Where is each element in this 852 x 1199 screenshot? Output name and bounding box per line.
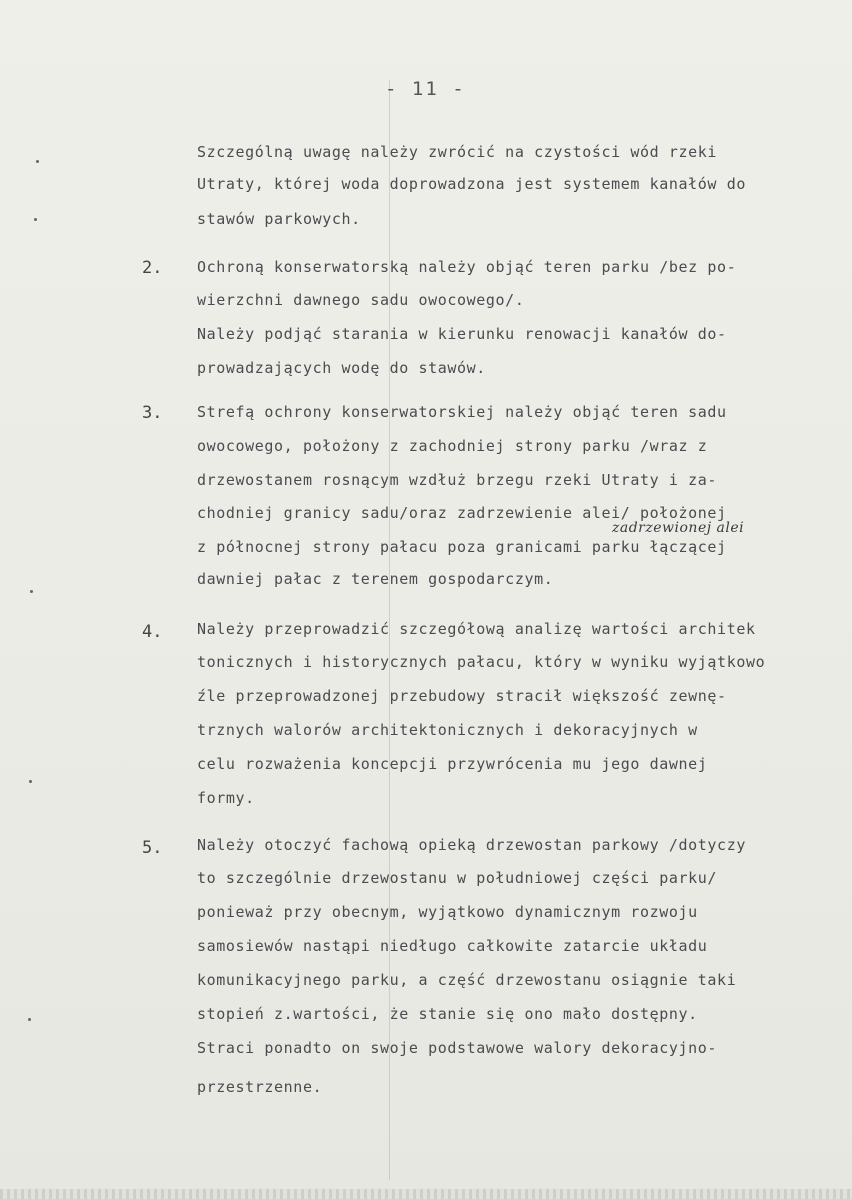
text-line: z północnej strony pałacu poza granicami parku łączącej	[197, 538, 727, 556]
text-line: to szczególnie drzewostanu w południowej części parku/	[197, 869, 718, 887]
text-line: stopień z.wartości, że stanie się ono mało dostępny.	[197, 1005, 698, 1023]
text-line: tonicznych i historycznych pałacu, który w wyniku wyjątkowo	[197, 653, 766, 671]
text-line: Ochroną konserwatorską należy objąć teren parku /bez po-	[197, 258, 737, 276]
section-number: 2.	[142, 258, 163, 278]
text-line: Straci ponadto on swoje podstawowe walory dekoracyjno-	[197, 1039, 718, 1057]
text-line: owocowego, położony z zachodniej strony parku /wraz z	[197, 437, 708, 455]
text-line: drzewostanem rosnącym wzdłuż brzegu rzeki Utraty i za-	[197, 471, 718, 489]
text-line: Utraty, której woda doprowadzona jest systemem kanałów do	[197, 175, 746, 193]
section-number: 5.	[142, 838, 163, 858]
text-line: celu rozważenia koncepcji przywrócenia mu jego dawnej	[197, 755, 708, 773]
text-line: stawów parkowych.	[197, 210, 361, 228]
scan-speck	[36, 160, 39, 163]
page-number: - 11 -	[385, 78, 466, 100]
text-line: źle przeprowadzonej przebudowy stracił większość zewnę-	[197, 687, 727, 705]
text-line: prowadzających wodę do stawów.	[197, 359, 486, 377]
section-number: 3.	[142, 403, 163, 423]
scan-speck	[30, 590, 33, 593]
scan-speck	[29, 780, 32, 783]
handwritten-insert: zadrzewionej alei	[612, 520, 745, 536]
text-line: formy.	[197, 789, 255, 807]
text-line: chodniej granicy sadu/oraz zadrzewienie alei/ położonej	[197, 504, 727, 522]
text-line: Strefą ochrony konserwatorskiej należy objąć teren sadu	[197, 403, 727, 421]
page-edge	[0, 1189, 852, 1199]
text-line: Szczególną uwagę należy zwrócić na czystości wód rzeki	[197, 143, 718, 161]
text-line: wierzchni dawnego sadu owocowego/.	[197, 291, 525, 309]
section-number: 4.	[142, 622, 163, 642]
text-line: dawniej pałac z terenem gospodarczym.	[197, 570, 554, 588]
scan-speck	[28, 1018, 31, 1021]
scan-speck	[34, 218, 37, 221]
text-line: Należy przeprowadzić szczegółową analizę wartości architek	[197, 620, 756, 638]
text-line: Należy otoczyć fachową opieką drzewostan parkowy /dotyczy	[197, 836, 746, 854]
text-line: samosiewów nastąpi niedługo całkowite zatarcie układu	[197, 937, 708, 955]
text-line: trznych walorów architektonicznych i dekoracyjnych w	[197, 721, 698, 739]
text-line: przestrzenne.	[197, 1078, 323, 1096]
text-line: ponieważ przy obecnym, wyjątkowo dynamicznym rozwoju	[197, 903, 698, 921]
text-line: komunikacyjnego parku, a część drzewostanu osiągnie taki	[197, 971, 737, 989]
text-line: Należy podjąć starania w kierunku renowacji kanałów do-	[197, 325, 727, 343]
